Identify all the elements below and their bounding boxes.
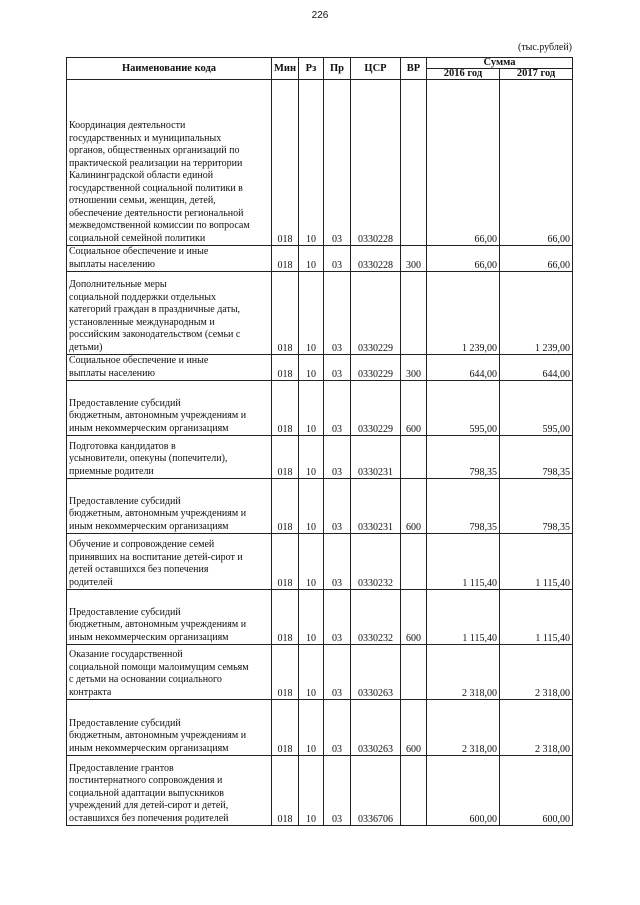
cell-vr: 600 bbox=[401, 381, 427, 436]
cell-2016: 595,00 bbox=[427, 381, 500, 436]
cell-pr: 03 bbox=[324, 381, 351, 436]
cell-name-text: Дополнительные меры социальной поддержки отдельных категорий граждан в праздничные даты, установленные международным и российским законодательством (семьи с детьми) bbox=[69, 279, 241, 353]
cell-vr: 600 bbox=[401, 700, 427, 756]
cell-name bbox=[67, 700, 272, 756]
cell-2017: 600,00 bbox=[500, 756, 573, 826]
cell-csr: 0330229 bbox=[351, 272, 401, 355]
cell-rz: 10 bbox=[299, 355, 324, 381]
cell-2016: 2 318,00 bbox=[427, 645, 500, 700]
cell-name bbox=[67, 80, 272, 246]
cell-2017: 1 115,40 bbox=[500, 590, 573, 645]
cell-min: 018 bbox=[272, 272, 299, 355]
cell-rz: 10 bbox=[299, 479, 324, 534]
table-row bbox=[67, 436, 573, 479]
cell-csr: 0330228 bbox=[351, 80, 401, 246]
cell-pr: 03 bbox=[324, 700, 351, 756]
cell-name-text: Обучение и сопровождение семей принявших на воспитание детей-сирот и детей оставшихся без попечения родителей bbox=[69, 539, 243, 588]
table-row bbox=[67, 479, 573, 534]
header-vr: ВР bbox=[401, 58, 427, 80]
cell-min: 018 bbox=[272, 381, 299, 436]
cell-rz: 10 bbox=[299, 534, 324, 590]
cell-csr: 0330231 bbox=[351, 479, 401, 534]
cell-name bbox=[67, 590, 272, 645]
cell-vr bbox=[401, 756, 427, 826]
cell-rz: 10 bbox=[299, 645, 324, 700]
cell-csr: 0330232 bbox=[351, 534, 401, 590]
cell-vr bbox=[401, 436, 427, 479]
cell-rz: 10 bbox=[299, 80, 324, 246]
cell-vr: 300 bbox=[401, 246, 427, 272]
table-row bbox=[67, 590, 573, 645]
cell-pr: 03 bbox=[324, 80, 351, 246]
cell-2017: 595,00 bbox=[500, 381, 573, 436]
header-2016: 2016 год bbox=[427, 69, 500, 80]
cell-name-text: Координация деятельности государственных и муниципальных органов, общественных организаций по практической реализации на территории Калининградской области единой государственной социальной политики в отношении семьи, женщин, детей, обеспечение деятельности региональной межведомственной комиссии по вопросам социальной семейной политики bbox=[69, 120, 250, 244]
cell-pr: 03 bbox=[324, 756, 351, 826]
cell-csr: 0330263 bbox=[351, 700, 401, 756]
cell-2017: 1 115,40 bbox=[500, 534, 573, 590]
cell-min: 018 bbox=[272, 756, 299, 826]
cell-2016: 798,35 bbox=[427, 479, 500, 534]
table-row bbox=[67, 645, 573, 700]
cell-name-text: Предоставление субсидий бюджетным, автономным учреждениям и иным некоммерческим организациям bbox=[69, 397, 247, 434]
cell-name-text: Предоставление субсидий бюджетным, автономным учреждениям и иным некоммерческим организациям bbox=[69, 717, 247, 754]
cell-name-text: Социальное обеспечение и иные выплаты населению bbox=[69, 246, 209, 270]
cell-min: 018 bbox=[272, 700, 299, 756]
cell-2017: 2 318,00 bbox=[500, 645, 573, 700]
cell-rz: 10 bbox=[299, 436, 324, 479]
table-row bbox=[67, 534, 573, 590]
cell-vr: 600 bbox=[401, 479, 427, 534]
page-number: 226 bbox=[311, 10, 329, 21]
cell-rz: 10 bbox=[299, 272, 324, 355]
cell-name bbox=[67, 756, 272, 826]
cell-2017: 1 239,00 bbox=[500, 272, 573, 355]
cell-2016: 600,00 bbox=[427, 756, 500, 826]
cell-name-text: Социальное обеспечение и иные выплаты населению bbox=[69, 355, 209, 379]
cell-name bbox=[67, 381, 272, 436]
header-pr: Пр bbox=[324, 58, 351, 80]
cell-min: 018 bbox=[272, 590, 299, 645]
cell-min: 018 bbox=[272, 436, 299, 479]
cell-2016: 798,35 bbox=[427, 436, 500, 479]
cell-rz: 10 bbox=[299, 590, 324, 645]
cell-rz: 10 bbox=[299, 381, 324, 436]
cell-pr: 03 bbox=[324, 436, 351, 479]
cell-2016: 644,00 bbox=[427, 355, 500, 381]
cell-pr: 03 bbox=[324, 645, 351, 700]
cell-csr: 0330229 bbox=[351, 355, 401, 381]
table-row bbox=[67, 80, 573, 246]
cell-name bbox=[67, 436, 272, 479]
cell-csr: 0330229 bbox=[351, 381, 401, 436]
header-name: Наименование кода bbox=[67, 58, 272, 80]
cell-2016: 66,00 bbox=[427, 246, 500, 272]
cell-2016: 1 115,40 bbox=[427, 534, 500, 590]
cell-2017: 644,00 bbox=[500, 355, 573, 381]
cell-name-text: Подготовка кандидатов в усыновители, опекуны (попечители), приемные родители bbox=[69, 440, 228, 477]
cell-2016: 66,00 bbox=[427, 80, 500, 246]
cell-name bbox=[67, 534, 272, 590]
cell-name bbox=[67, 645, 272, 700]
table-row bbox=[67, 756, 573, 826]
cell-name-text: Предоставление субсидий бюджетным, автономным учреждениям и иным некоммерческим организациям bbox=[69, 495, 247, 532]
cell-csr: 0330228 bbox=[351, 246, 401, 272]
cell-2016: 1 115,40 bbox=[427, 590, 500, 645]
cell-min: 018 bbox=[272, 534, 299, 590]
table-row bbox=[67, 381, 573, 436]
cell-name-text: Оказание государственной социальной помощи малоимущим семьям с детьми на основании социального контракта bbox=[69, 649, 249, 698]
cell-vr bbox=[401, 272, 427, 355]
cell-2017: 66,00 bbox=[500, 80, 573, 246]
header-rz: Рз bbox=[299, 58, 324, 80]
cell-csr: 0330231 bbox=[351, 436, 401, 479]
table-row bbox=[67, 246, 573, 272]
cell-pr: 03 bbox=[324, 272, 351, 355]
header-min: Мин bbox=[272, 58, 299, 80]
cell-pr: 03 bbox=[324, 534, 351, 590]
cell-pr: 03 bbox=[324, 355, 351, 381]
cell-2016: 2 318,00 bbox=[427, 700, 500, 756]
cell-name-text: Предоставление субсидий бюджетным, автономным учреждениям и иным некоммерческим организациям bbox=[69, 606, 247, 643]
cell-pr: 03 bbox=[324, 246, 351, 272]
cell-2017: 798,35 bbox=[500, 436, 573, 479]
table-row bbox=[67, 272, 573, 355]
budget-table bbox=[66, 57, 573, 826]
cell-min: 018 bbox=[272, 355, 299, 381]
cell-pr: 03 bbox=[324, 479, 351, 534]
cell-csr: 0330232 bbox=[351, 590, 401, 645]
cell-name-text: Предоставление грантов постинтернатного сопровождения и социальной адаптации выпускников учреждений для детей-сирот и детей, оставшихся без попечения родителей bbox=[69, 762, 229, 824]
cell-vr bbox=[401, 80, 427, 246]
cell-min: 018 bbox=[272, 479, 299, 534]
cell-rz: 10 bbox=[299, 246, 324, 272]
cell-name bbox=[67, 355, 272, 381]
cell-vr: 300 bbox=[401, 355, 427, 381]
cell-rz: 10 bbox=[299, 700, 324, 756]
cell-2017: 66,00 bbox=[500, 246, 573, 272]
cell-min: 018 bbox=[272, 246, 299, 272]
cell-name bbox=[67, 246, 272, 272]
cell-name bbox=[67, 479, 272, 534]
cell-rz: 10 bbox=[299, 756, 324, 826]
header-row bbox=[67, 58, 573, 69]
cell-vr: 600 bbox=[401, 590, 427, 645]
table-row bbox=[67, 355, 573, 381]
cell-2017: 2 318,00 bbox=[500, 700, 573, 756]
cell-name bbox=[67, 272, 272, 355]
cell-vr bbox=[401, 534, 427, 590]
cell-csr: 0330263 bbox=[351, 645, 401, 700]
cell-2016: 1 239,00 bbox=[427, 272, 500, 355]
cell-csr: 0336706 bbox=[351, 756, 401, 826]
header-sum: Сумма bbox=[427, 58, 573, 69]
cell-min: 018 bbox=[272, 645, 299, 700]
cell-min: 018 bbox=[272, 80, 299, 246]
table-body bbox=[67, 80, 573, 826]
cell-vr bbox=[401, 645, 427, 700]
table-row bbox=[67, 700, 573, 756]
cell-2017: 798,35 bbox=[500, 479, 573, 534]
header-2017: 2017 год bbox=[500, 69, 573, 80]
header-csr: ЦСР bbox=[351, 58, 401, 80]
cell-pr: 03 bbox=[324, 590, 351, 645]
units-label: (тыс.рублей) bbox=[517, 42, 572, 53]
